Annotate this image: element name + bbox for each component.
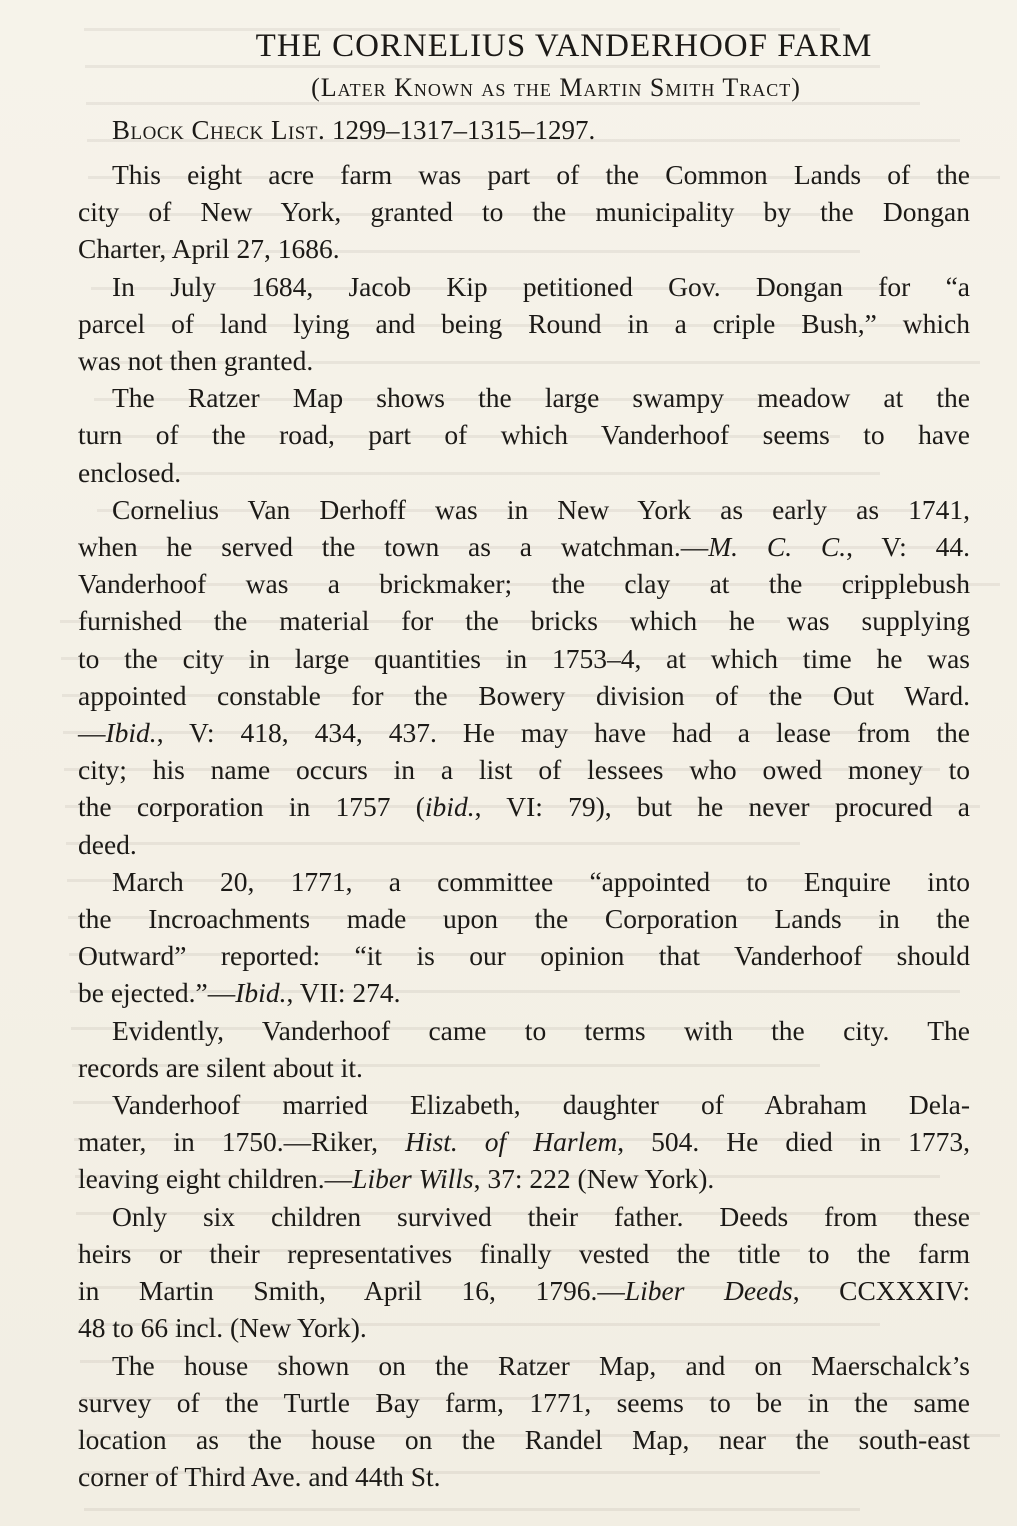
citation-italic: M. C. C. — [708, 531, 847, 563]
text-line: to the city in large quantities in 1753–4, at which time he was — [78, 642, 970, 674]
paragraph-p2 — [78, 268, 970, 380]
paragraph-text — [78, 1198, 970, 1347]
paragraph-text — [78, 491, 970, 863]
text-line: city; his name occurs in a list of lessees who owed money to — [78, 754, 970, 786]
text-line: location as the house on the Randel Map, near the south-east — [78, 1423, 970, 1455]
page-content — [78, 18, 970, 1495]
text-line: deed. — [78, 828, 137, 860]
text-line: In July 1684, Jacob Kip petitioned Gov. Dongan for “a — [112, 270, 970, 302]
text-line: —Ibid., V: 418, 434, 437. He may have had a lease from the — [78, 717, 970, 749]
text-line: 48 to 66 incl. (New York). — [78, 1312, 367, 1344]
paragraph-text — [78, 379, 970, 491]
text-line: enclosed. — [78, 456, 182, 488]
text-line: Cornelius Van Derhoff was in New York as early as 1741, — [112, 493, 970, 525]
paragraph-text — [78, 1086, 970, 1198]
paragraph-text — [78, 863, 970, 1012]
text-line: mater, in 1750.—Riker, Hist. of Harlem, 504. He died in 1773, — [78, 1126, 970, 1158]
citation-italic: ibid. — [424, 791, 475, 823]
block-check-list — [112, 110, 970, 150]
paragraph-p6 — [78, 1012, 970, 1086]
block-check-label: Block Check List. — [112, 115, 326, 145]
text-line: Outward” reported: “it is our opinion that Vanderhoof should — [78, 940, 970, 972]
paragraph-p4 — [78, 491, 970, 863]
text-line: corner of Third Ave. and 44th St. — [78, 1461, 441, 1493]
text-line: heirs or their representatives finally vested the title to the farm — [78, 1237, 970, 1269]
text-line: leaving eight children.—Liber Wills, 37: 222 (New York). — [78, 1163, 715, 1195]
bleed-line — [84, 1508, 860, 1511]
citation-italic: Ibid. — [105, 717, 157, 749]
text-line: The Ratzer Map shows the large swampy meadow at the — [112, 382, 970, 414]
text-line: the corporation in 1757 (ibid., VI: 79), but he never procured a — [78, 791, 971, 823]
citation-italic: Ibid. — [235, 977, 287, 1009]
text-line: Charter, April 27, 1686. — [78, 233, 340, 265]
text-line: the Incroachments made upon the Corporation Lands in the — [78, 903, 970, 935]
page-title: THE CORNELIUS VANDERHOOF FARM — [255, 28, 873, 64]
body-text — [78, 156, 970, 1495]
text-line: in Martin Smith, April 16, 1796.—Liber Deeds, CCXXXIV: — [78, 1275, 970, 1307]
paragraph-text — [78, 1012, 970, 1086]
text-line: parcel of land lying and being Round in a criple Bush,” which — [78, 307, 970, 339]
block-check-value: 1299–1317–1315–1297. — [331, 115, 596, 145]
paragraph-p5 — [78, 863, 970, 1012]
paragraph-p8 — [78, 1198, 970, 1347]
paragraph-text — [78, 156, 970, 268]
text-line: was not then granted. — [78, 345, 314, 377]
text-line: when he served the town as a watchman.—M. C. C., V: 44. — [78, 531, 971, 563]
paragraph-p1 — [78, 156, 970, 268]
citation-italic: Liber Deeds — [624, 1275, 793, 1307]
paragraph-p9 — [78, 1347, 970, 1496]
text-line: Only six children survived their father. Deeds from these — [112, 1200, 970, 1232]
text-line: records are silent about it. — [78, 1051, 363, 1083]
paragraph-text — [78, 268, 970, 380]
page-subtitle: (Later Known as the Martin Smith Tract) — [311, 73, 801, 102]
text-line: furnished the material for the bricks which he was supplying — [78, 605, 970, 637]
text-line: The house shown on the Ratzer Map, and on Maerschalck’s — [112, 1349, 970, 1381]
paragraph-p3 — [78, 379, 970, 491]
text-line: Evidently, Vanderhoof came to terms with the city. The — [112, 1014, 970, 1046]
paragraph-text — [78, 1347, 970, 1496]
text-line: survey of the Turtle Bay farm, 1771, seems to be in the same — [78, 1386, 970, 1418]
text-line: March 20, 1771, a committee “appointed to Enquire into — [112, 865, 970, 897]
text-line: city of New York, granted to the municipality by the Dongan — [78, 196, 970, 228]
text-line: Vanderhoof was a brickmaker; the clay at the cripplebush — [78, 568, 970, 600]
text-line: appointed constable for the Bowery division of the Out Ward. — [78, 679, 970, 711]
text-line: Vanderhoof married Elizabeth, daughter of Abraham Dela- — [112, 1089, 970, 1121]
citation-italic: Liber Wills — [352, 1163, 474, 1195]
paragraph-p7 — [78, 1086, 970, 1198]
text-line: This eight acre farm was part of the Common Lands of the — [112, 159, 970, 190]
text-line: turn of the road, part of which Vanderhoof seems to have — [78, 419, 970, 451]
text-line: be ejected.”—Ibid., VII: 274. — [78, 977, 401, 1009]
citation-italic: Hist. of Harlem — [405, 1126, 618, 1158]
